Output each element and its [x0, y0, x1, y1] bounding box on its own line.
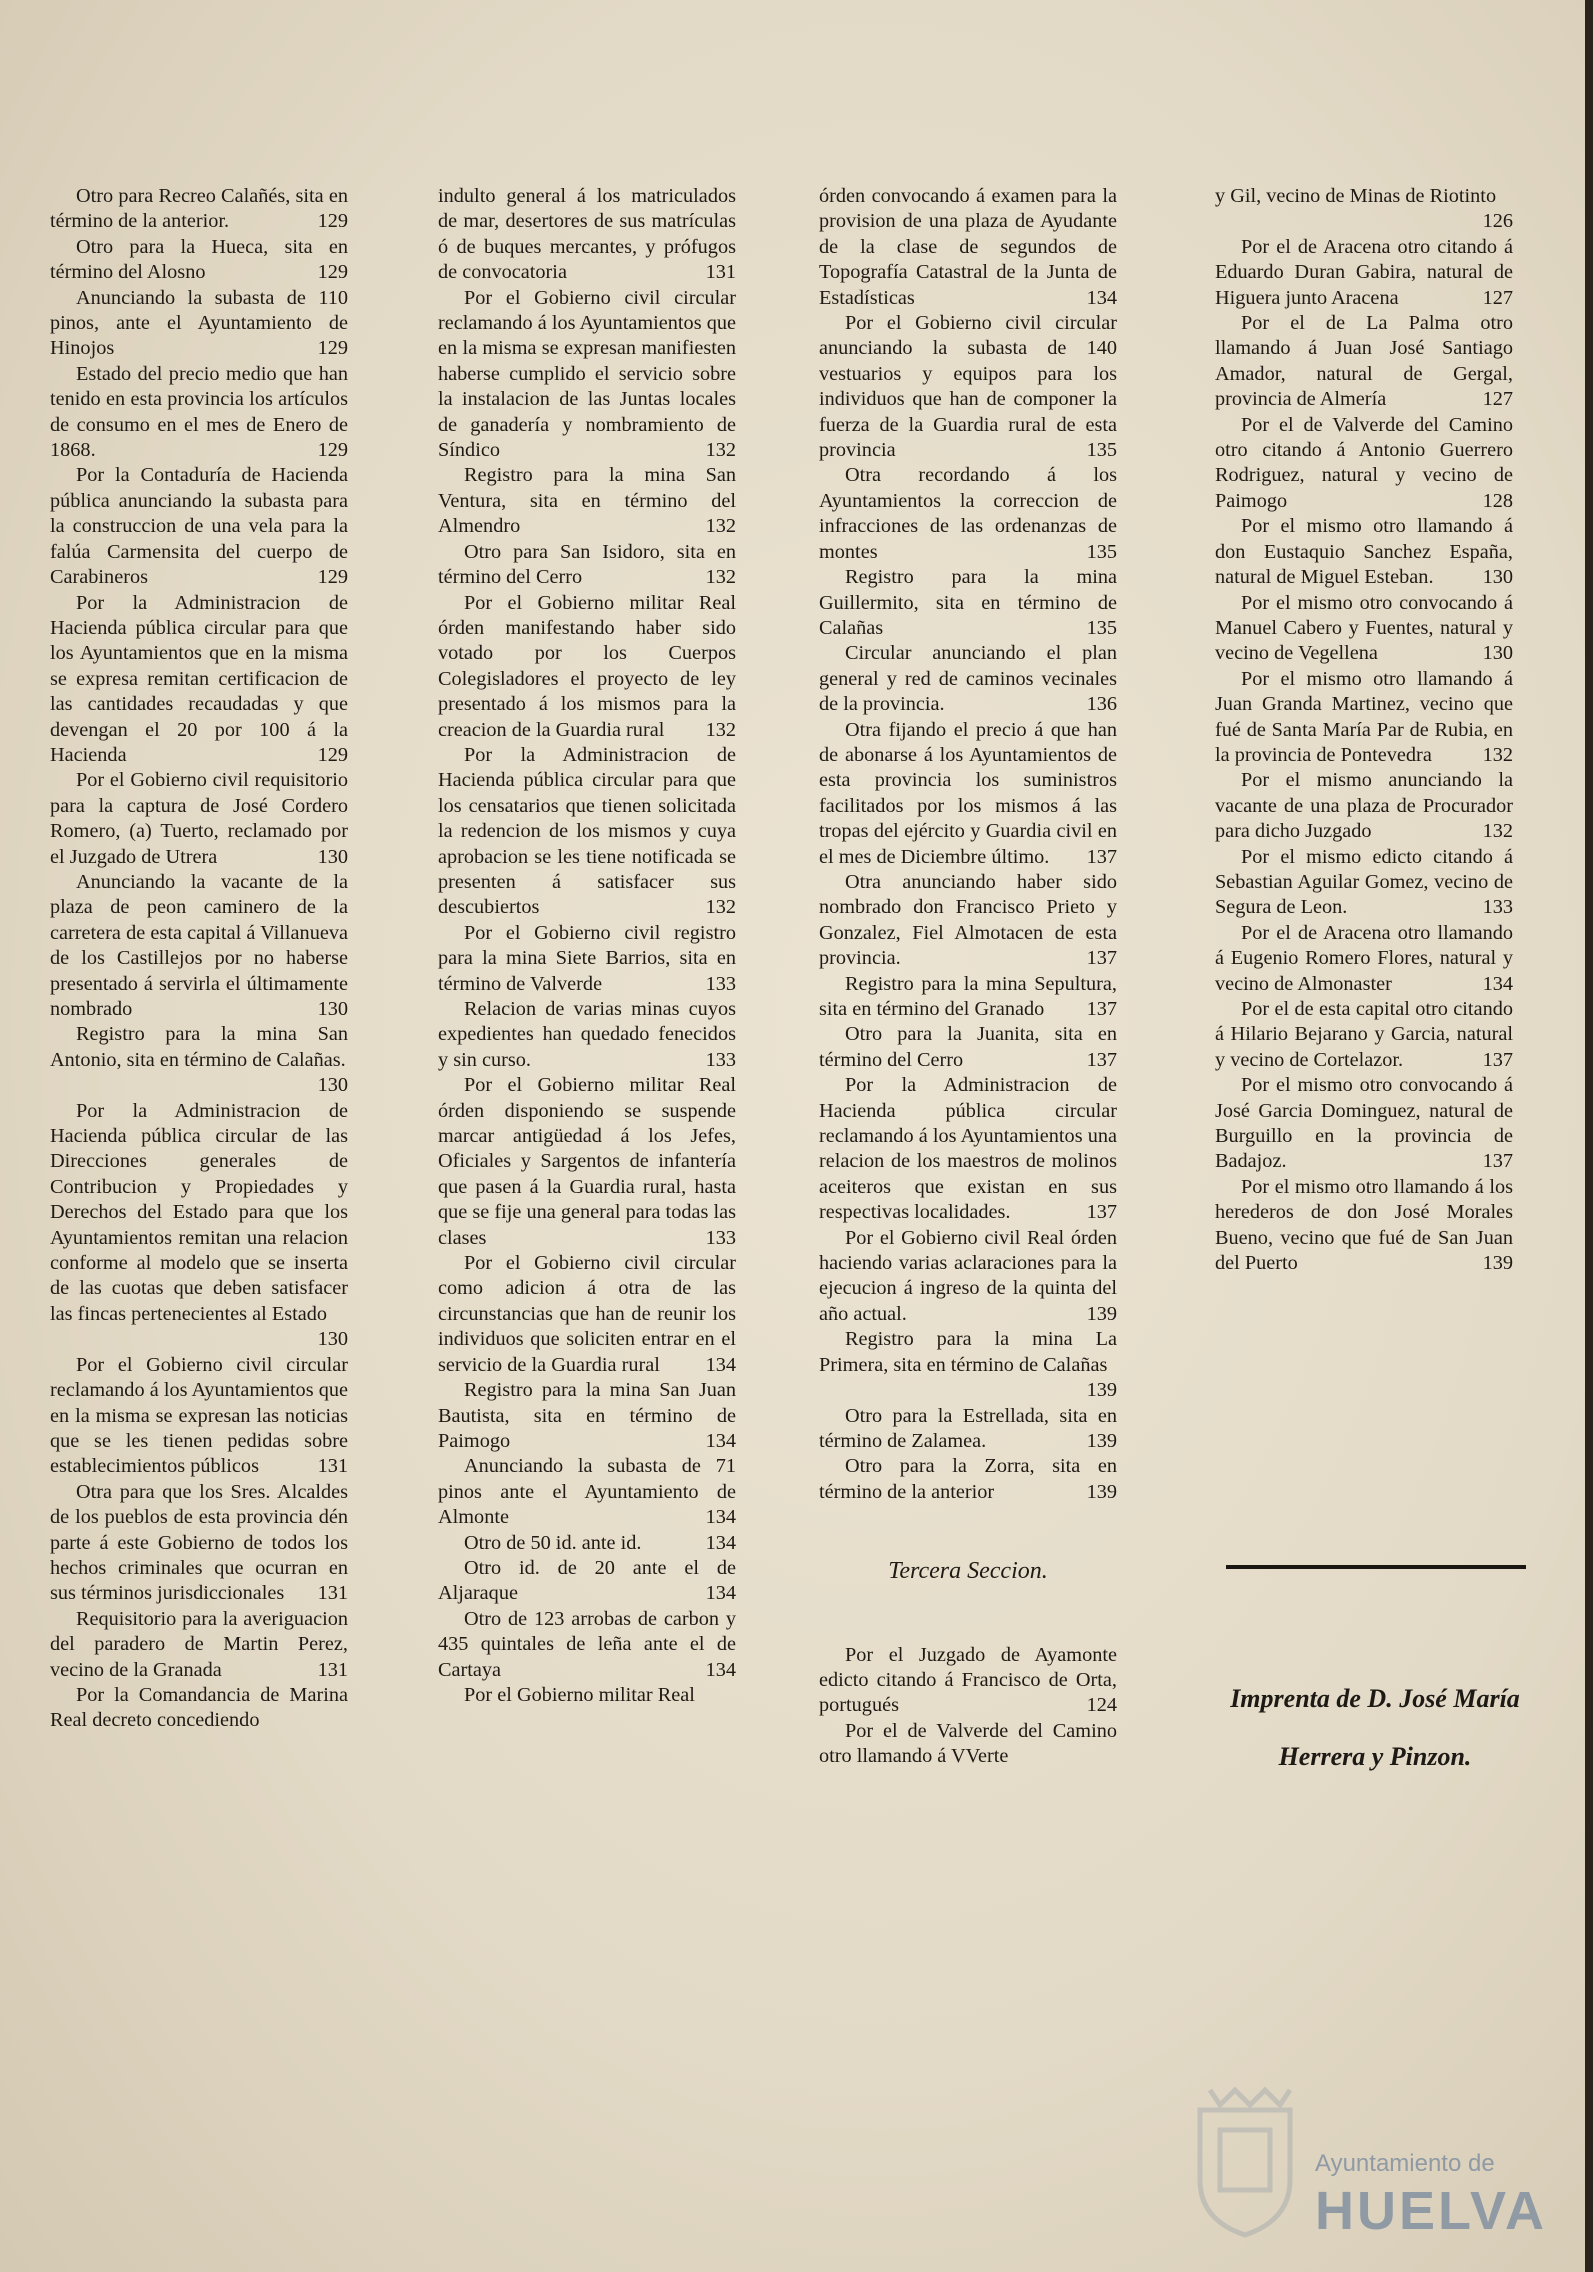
page-number: 134 — [705, 1353, 736, 1376]
entry-text: Por la Administracion de Hacienda pública circular para que los censatarios que tienen solicitada la redencion de los mismos y cuya aprobacion se les tiene notificada se presenten á satisfacer sus descubiertos — [438, 743, 736, 919]
index-entry — [1215, 311, 1513, 413]
index-entry — [819, 184, 1117, 311]
index-entry — [50, 235, 348, 286]
entry-text: Registro para la mina Guillermito, sita en término de Calañas — [819, 566, 1117, 639]
index-entry — [819, 311, 1117, 463]
index-entry — [438, 1073, 736, 1251]
index-entry — [1215, 768, 1513, 844]
page-number: 134 — [1086, 286, 1117, 309]
page-number: 129 — [317, 261, 348, 284]
entry-text: Por el Gobierno civil circular reclamando á los Ayuntamientos que en la misma se expresan manifiesten haberse cumplido el servicio sobre la instalacion de las Juntas locales de ganadería y nombramiento de Síndico — [438, 286, 736, 462]
entry-text: Por el de Valverde del Camino otro citando á Antonio Guerrero Rodriguez, natural y vecino de Paimogo — [1215, 413, 1513, 512]
page-number: 135 — [1086, 616, 1117, 639]
entry-text: Otro para la Zorra, sita en término de la anterior — [819, 1455, 1117, 1503]
entry-text: Otro para la Juanita, sita en término del Cerro — [819, 1023, 1117, 1071]
entry-text: Relacion de varias minas cuyos expedientes han quedado fenecidos y sin curso. — [438, 998, 736, 1071]
entry-text: órden convocando á examen para la provision de una plaza de Ayudante de la clase de segundos de Topografía Catastral de la Junta de Estadísticas — [819, 185, 1117, 309]
page-number: 127 — [1482, 388, 1513, 411]
page-number: 134 — [705, 1658, 736, 1681]
entry-text: Por el Gobierno militar Real órden disponiendo se suspende marcar antigüedad á los Jefes, Oficiales y Sargentos de infantería que pasen á la Guardia rural, hasta que se fije una general para todas las clases — [438, 1074, 736, 1249]
index-entry — [50, 1683, 348, 1734]
page-number: 132 — [705, 718, 736, 741]
page-number: 139 — [1086, 1379, 1117, 1402]
index-entry — [438, 184, 736, 286]
index-entry — [50, 768, 348, 870]
index-entry — [819, 1643, 1117, 1719]
index-entry — [438, 743, 736, 921]
entry-text: Registro para la mina San Ventura, sita en término del Almendro — [438, 464, 736, 538]
page-number: 133 — [705, 972, 736, 995]
page-number: 131 — [317, 1582, 348, 1605]
page-number: 134 — [705, 1582, 736, 1605]
index-entry — [1215, 1073, 1513, 1175]
page-number: 132 — [1482, 820, 1513, 843]
page-number: 137 — [1482, 1048, 1513, 1071]
index-entry — [819, 565, 1117, 641]
entry-text: Otro para San Isidoro, sita en término del Cerro — [438, 540, 736, 589]
page-number: 129 — [317, 743, 348, 766]
page-number: 132 — [705, 515, 736, 538]
page-number: 129 — [317, 439, 348, 462]
entry-text: Por el mismo otro convocando á Manuel Cabero y Fuentes, natural y vecino de Vegellena — [1215, 591, 1513, 665]
page-number: 131 — [705, 261, 736, 284]
imprint-line-2: Herrera y Pinzon. — [1278, 1742, 1472, 1771]
page-number: 133 — [705, 1048, 736, 1071]
entry-text: Otro id. de 20 ante el de Aljaraque — [438, 1556, 736, 1605]
entry-text: Por el Gobierno civil circular anunciando la subasta de 140 vestuarios y equipos para los individuos que han de componer la fuerza de la Guardia rural de esta provincia — [819, 312, 1117, 462]
index-entry — [819, 1404, 1117, 1455]
index-entry — [438, 1454, 736, 1530]
entry-text: Requisitorio para la averiguacion del paradero de Martin Perez, vecino de la Granada — [50, 1607, 348, 1681]
index-entry — [819, 1073, 1117, 1225]
index-column-3 — [819, 184, 1117, 1770]
index-entry — [50, 463, 348, 590]
page-number: 130 — [317, 1328, 348, 1351]
index-entry — [50, 362, 348, 464]
page-number: 139 — [1086, 1429, 1117, 1452]
imprint-line-1: Imprenta de D. José María — [1230, 1684, 1520, 1713]
page-number: 129 — [317, 337, 348, 360]
entry-text: Registro para la mina San Antonio, sita en término de Calañas. — [50, 1023, 348, 1071]
page-number: 127 — [1482, 286, 1513, 309]
index-entry — [438, 286, 736, 464]
entry-text: Por la Administracion de Hacienda pública circular de las Direcciones generales de Contribucion y Propiedades y Derechos del Estado para que los Ayuntamientos remitan una relacion conforme al modelo que se inserta de las cuotas que deben satisfacer las fincas pertenecientes al Estado — [50, 1099, 348, 1325]
index-entry — [819, 718, 1117, 870]
page-number: 137 — [1086, 947, 1117, 970]
page-number: 132 — [705, 566, 736, 589]
index-entry — [438, 1556, 736, 1607]
index-entry — [438, 1378, 736, 1454]
entry-text: Otro para Recreo Calañés, sita en término de la anterior. — [50, 185, 348, 233]
index-entry — [819, 641, 1117, 717]
index-column-3-entries — [819, 184, 1117, 1505]
index-entry — [819, 1226, 1117, 1328]
index-entry — [50, 870, 348, 1022]
page-number: 126 — [1482, 210, 1513, 233]
entry-text: Por el mismo otro convocando á José Garcia Dominguez, natural de Burguillo en la provincia de Badajoz. — [1215, 1074, 1513, 1173]
entry-text: Otro de 50 id. ante id. — [464, 1531, 642, 1554]
page-number: 134 — [705, 1429, 736, 1452]
entry-text: Por el de Aracena otro llamando á Eugenio Romero Flores, natural y vecino de Almonaster — [1215, 921, 1513, 995]
index-entry — [438, 1607, 736, 1683]
entry-text: Por el Gobierno civil Real órden haciendo varias aclaraciones para la ejecucion á ingreso de la quinta del año actual. — [819, 1226, 1117, 1325]
page-number: 130 — [317, 845, 348, 868]
page-number: 134 — [705, 1531, 736, 1554]
page-number: 130 — [1482, 642, 1513, 665]
index-column-2 — [438, 184, 736, 1708]
index-entry — [1215, 591, 1513, 667]
index-entry — [819, 972, 1117, 1023]
entry-text: Otra fijando el precio á que han de abonarse á los Ayuntamientos de esta provincia los suministros facilitados por los mismos á las tropas del ejército y Guardia civil en el mes de Diciembre último. — [819, 718, 1117, 868]
page-number: 132 — [705, 896, 736, 919]
index-entry — [438, 1683, 736, 1708]
entry-text: Anunciando la vacante de la plaza de peon caminero de la carretera de esta capital á Villanueva de los Castillejos por no haberse presentado á servirla el últimamente nombrado — [50, 870, 348, 1020]
entry-text: indulto general á los matriculados de mar, desertores de sus matrículas ó de buques mercantes, y prófugos de convocatoria — [438, 185, 736, 284]
section-entries — [819, 1643, 1117, 1770]
page-number: 135 — [1086, 439, 1117, 462]
index-entry — [50, 286, 348, 362]
index-entry — [50, 1353, 348, 1480]
page-number: 130 — [317, 1074, 348, 1097]
entry-text: Otra recordando á los Ayuntamientos la correccion de infracciones de las ordenanzas de montes — [819, 464, 1117, 563]
index-column-4 — [1215, 184, 1513, 1276]
page-number: 137 — [1482, 1150, 1513, 1173]
page-number: 129 — [317, 210, 348, 233]
entry-text: Por el de Valverde del Camino otro llamando á VVerte — [819, 1719, 1117, 1768]
entry-text: Por el Gobierno civil registro para la mina Siete Barrios, sita en término de Valverde — [438, 921, 736, 995]
entry-text: Otro de 123 arrobas de carbon y 435 quintales de leña ante el de Cartaya — [438, 1607, 736, 1681]
index-entry — [1215, 997, 1513, 1073]
index-entry — [438, 540, 736, 591]
section-heading: Tercera Seccion. — [888, 1558, 1048, 1585]
index-column-1 — [50, 184, 348, 1734]
page-number: 131 — [317, 1455, 348, 1478]
index-entry — [1215, 413, 1513, 515]
entry-text: Por el de esta capital otro citando á Hilario Bejarano y Garcia, natural y vecino de Cortelazor. — [1215, 998, 1513, 1071]
page-number: 133 — [1482, 896, 1513, 919]
index-entry — [438, 591, 736, 743]
entry-text: Por la Administracion de Hacienda pública circular reclamando á los Ayuntamientos una relacion de los maestros de molinos aceiteros que existan en sus respectivas localidades. — [819, 1074, 1117, 1224]
index-entry — [50, 184, 348, 235]
page-number: 139 — [1086, 1480, 1117, 1503]
entry-text: Por el mismo otro llamando á don Eustaquio Sanchez España, natural de Miguel Esteban. — [1215, 515, 1513, 589]
index-entry — [50, 1099, 348, 1353]
entry-text: Por el Gobierno militar Real órden manifestando haber sido votado por los Cuerpos Colegisladores el proyecto de ley presentado á los mismos para la creacion de la Guardia rural — [438, 591, 736, 741]
entry-text: Por el Gobierno civil circular reclamando á los Ayuntamientos que en la misma se expresan las noticias que se les tienen pedidas sobre establecimientos públicos — [50, 1353, 348, 1478]
page-number: 132 — [705, 439, 736, 462]
watermark-text-line1: Ayuntamiento de — [1315, 2150, 1495, 2177]
index-entry — [819, 1719, 1117, 1770]
page-number: 134 — [1482, 972, 1513, 995]
index-entry — [438, 997, 736, 1073]
page-number: 134 — [705, 1506, 736, 1529]
entry-text: Por el Gobierno militar Real — [464, 1683, 695, 1706]
imprint — [1215, 1670, 1535, 1786]
entry-text: Otro para la Hueca, sita en término del Alosno — [50, 235, 348, 284]
entry-text: Anunciando la subasta de 71 pinos ante el Ayuntamiento de Almonte — [438, 1455, 736, 1529]
index-entry — [1215, 235, 1513, 311]
page-number: 139 — [1482, 1252, 1513, 1275]
index-entry — [438, 1531, 736, 1556]
entry-text: Por el mismo anunciando la vacante de una plaza de Procurador para dicho Juzgado — [1215, 769, 1513, 843]
page-number: 137 — [1086, 1201, 1117, 1224]
page-number: 129 — [317, 566, 348, 589]
index-entry — [819, 463, 1117, 565]
separator-rule — [1226, 1565, 1526, 1569]
entry-text: Por el Gobierno civil circular como adicion á otra de las circunstancias que han de reunir los individuos que soliciten entrar en el servicio de la Guardia rural — [438, 1252, 736, 1376]
entry-text: y Gil, vecino de Minas de Riotinto — [1215, 185, 1497, 207]
entry-text: Por el de Aracena otro citando á Eduardo Duran Gabira, natural de Higuera junto Aracena — [1215, 235, 1513, 309]
entry-text: Por la Administracion de Hacienda pública circular para que los Ayuntamientos que en la misma se expresa remitan certificacion de las cantidades recaudadas y que devengan el 20 por 100 á la Hacienda — [50, 591, 348, 766]
entry-text: Por el mismo edicto citando á Sebastian Aguilar Gomez, vecino de Segura de Leon. — [1215, 845, 1513, 919]
entry-text: Por el de La Palma otro llamando á Juan José Santiago Amador, natural de Gergal, provincia de Almería — [1215, 312, 1513, 411]
page-number: 135 — [1086, 540, 1117, 563]
index-entry — [50, 1022, 348, 1098]
page-number: 130 — [1482, 566, 1513, 589]
page-number: 137 — [1086, 998, 1117, 1020]
watermark-text-line2: HUELVA — [1315, 2181, 1547, 2241]
page-number: 124 — [1086, 1694, 1117, 1717]
entry-text: Otro para la Estrellada, sita en término de Zalamea. — [819, 1404, 1117, 1452]
page-number: 128 — [1482, 489, 1513, 512]
entry-text: Estado del precio medio que han tenido en esta provincia los artículos de consumo en el mes de Enero de 1868. — [50, 362, 348, 462]
page-number: 133 — [705, 1226, 736, 1249]
index-entry — [50, 591, 348, 769]
entry-text: Otra anunciando haber sido nombrado don Francisco Prieto y Gonzalez, Fiel Almotacen de esta provincia. — [819, 870, 1117, 970]
page-number: 136 — [1086, 693, 1117, 716]
entry-text: Registro para la mina Sepultura, sita en término del Granado — [819, 972, 1117, 1020]
entry-text: Registro para la mina San Juan Bautista, sita en término de Paimogo — [438, 1379, 736, 1452]
index-entry — [819, 1022, 1117, 1073]
entry-text: Registro para la mina La Primera, sita en término de Calañas — [819, 1328, 1117, 1376]
page-edge — [1585, 0, 1593, 2272]
index-entry — [438, 1251, 736, 1378]
entry-text: Por el Gobierno civil requisitorio para la captura de José Cordero Romero, (a) Tuerto, reclamado por el Juzgado de Utrera — [50, 769, 348, 868]
index-entry — [1215, 667, 1513, 769]
index-entry — [1215, 845, 1513, 921]
page-number: 137 — [1086, 845, 1117, 868]
index-entry — [438, 921, 736, 997]
entry-text: Circular anunciando el plan general y red de caminos vecinales de la provincia. — [819, 642, 1117, 716]
page-number: 131 — [317, 1658, 348, 1681]
entry-text: Por la Comandancia de Marina Real decreto concediendo — [50, 1683, 348, 1732]
index-entry — [1215, 921, 1513, 997]
entry-text: Anunciando la subasta de 110 pinos, ante el Ayuntamiento de Hinojos — [50, 286, 348, 360]
entry-text: Por el mismo otro llamando á los herederos de don José Morales Bueno, vecino que fué de San Juan del Puerto — [1215, 1175, 1513, 1275]
index-entry — [819, 870, 1117, 972]
page-number: 130 — [317, 998, 348, 1020]
entry-text: Por el Juzgado de Ayamonte edicto citando á Francisco de Orta, portugués — [819, 1643, 1117, 1717]
entry-text: Por el mismo otro llamando á Juan Granda Martinez, vecino que fué de Santa María Par de Rubia, en la provincia de Pontevedra — [1215, 667, 1513, 766]
index-entry — [1215, 1175, 1513, 1277]
entry-text: Por la Contaduría de Hacienda pública anunciando la subasta para la construccion de una vela para la falúa Carmensita del cuerpo de Carabineros — [50, 464, 348, 589]
index-entry — [50, 1607, 348, 1683]
index-entry — [819, 1454, 1117, 1505]
index-entry — [1215, 514, 1513, 590]
page-number: 139 — [1086, 1302, 1117, 1325]
page-number: 132 — [1482, 743, 1513, 766]
index-entry — [50, 1480, 348, 1607]
index-entry — [1215, 184, 1513, 235]
page-number: 137 — [1086, 1048, 1117, 1071]
entry-text: Otra para que los Sres. Alcaldes de los pueblos de esta provincia dén parte á este Gobierno de todos los hechos criminales que ocurran en sus términos jurisdiccionales — [50, 1480, 348, 1605]
index-entry — [438, 463, 736, 539]
index-entry — [819, 1327, 1117, 1403]
